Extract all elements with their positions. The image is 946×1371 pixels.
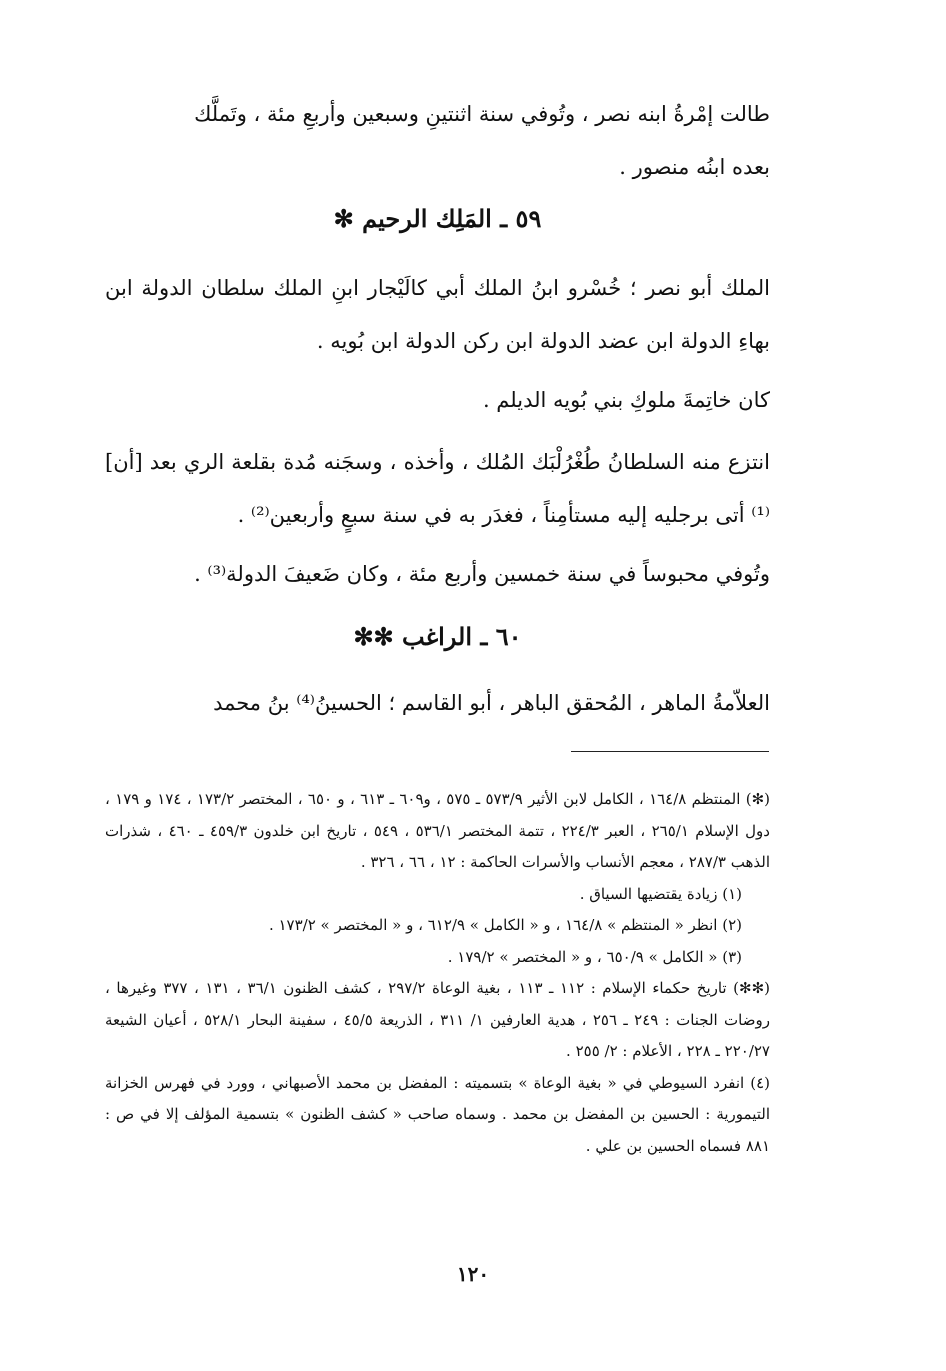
entry-59-paragraph-4 xyxy=(105,548,770,601)
footnote-1: (١) زيادة يقتضيها السياق . xyxy=(579,884,742,903)
footnote-sources-59: (✻) المنتظم ١٦٤/٨ ، الكامل لابن الأثير ٥٧٣/٩ ـ ٥٧٥ ، و٦٠٩ ـ ٦١٣ ، و ٦٥٠ ، المختصر ١٧٣/٢ ، ١٧٤ و ١٧٩ ، دول الإسلام ٢٦٥/١ ، العبر ٢٢٤/٣ ، تتمة المختصر ٥٣٦/١ ، ٥٤٩ ، تاريخ ابن خلدون ٤٥٩/٣ ـ ٤٦٠ ، شذرات الذهب ٢٨٧/٣ ، معجم الأنساب والأسرات الحاكمة : ١٢ ، ٦٦ ، ٣٢٦ . xyxy=(105,790,771,871)
footnotes xyxy=(105,784,770,1162)
entry-60-heading: ٦٠ ـ الراغب ✻✻ xyxy=(353,622,522,651)
intro-paragraph xyxy=(105,88,770,194)
entry-59-lineage: الملك أبو نصر ؛ خُسْرو ابنُ الملك أبي كالَيْجار ابنِ الملك سلطان الدولة ابن بهاءِ الدولة ابن عضد الدولة ابن ركن الدولة ابن بُويه . xyxy=(105,276,770,353)
footnote-3: (٣) « الكامل » ٦٥٠/٩ ، و « المختصر » ١٧٩/٢ . xyxy=(447,947,742,966)
footnote-divider xyxy=(571,751,769,752)
footnote-4: (٤) انفرد السيوطي في « بغية الوعاة » بتسميته : المفضل بن محمد الأصبهاني ، وورد في فهرس الخزانة التيمورية : الحسين بن المفضل بن محمد . وسماه صاحب « كشف الظنون » بتسمية المؤلف إلا في ص : ٨٨١ فسماه الحسين بن علي . xyxy=(105,1073,770,1155)
entry-59-paragraph-1 xyxy=(105,262,770,368)
entry-59-death: وتُوفي محبوساً في سنة خمسين وأربع مئة ، وكان ضَعيفَ الدولة⁽³⁾ . xyxy=(194,562,770,586)
entry-59-paragraph-3 xyxy=(105,436,770,542)
page-number: ١٢٠ xyxy=(456,1262,490,1286)
entry-60-name: العلاّمةُ الماهر ، المُحقق الباهر ، أبو القاسم ؛ الحسينُ⁽⁴⁾ بنُ محمد xyxy=(213,691,770,715)
intro-line-1: طالت إمْرةُ ابنه نصر ، وتُوفي سنة اثنتينِ وسبعين وأربعِ مئة ، وتَملَّك xyxy=(194,102,770,126)
entry-59-description: كان خاتِمةَ ملوكِ بني بُويه الديلم . xyxy=(482,388,770,412)
entry-60-paragraph xyxy=(105,677,770,730)
entry-59-paragraph-2 xyxy=(105,374,770,427)
intro-line-2: بعده ابنُه منصور . xyxy=(619,155,770,179)
footnote-2: (٢) انظر « المنتظم » ١٦٤/٨ ، و « الكامل » ٦١٢/٩ ، و « المختصر » ١٧٣/٢ . xyxy=(268,916,742,934)
entry-59-heading: ٥٩ ـ المَلِك الرحيم ✻ xyxy=(333,204,542,233)
entry-59-history: انتزع منه السلطانُ طُغْرُلْبَك المُلك ، وأخذه ، وسجَنه مُدة بقلعة الري بعد [أن]⁽¹⁾ أتى برجليه إليه مستأمِناً ، فغدَر به في سنة سبعٍ وأربعين⁽²⁾ . xyxy=(105,450,770,527)
footnote-sources-60: (✻✻) تاريخ حكماء الإسلام : ١١٢ ـ ١١٣ ، بغية الوعاة ٢٩٧/٢ ، كشف الظنون ٣٦/١ ، ١٣١ ، ٣٧٧ وغيرها ، روضات الجنات : ٢٤٩ ـ ٢٥٦ ، هدية العارفين ١/ ٣١١ ، الذريعة ٤٥/٥ ، سفينة البحار ٥٢٨/١ ، أعيان الشيعة ٢٢٠/٢٧ ـ ٢٢٨ ، الأعلام : ٢/ ٢٥٥ . xyxy=(105,979,770,1060)
